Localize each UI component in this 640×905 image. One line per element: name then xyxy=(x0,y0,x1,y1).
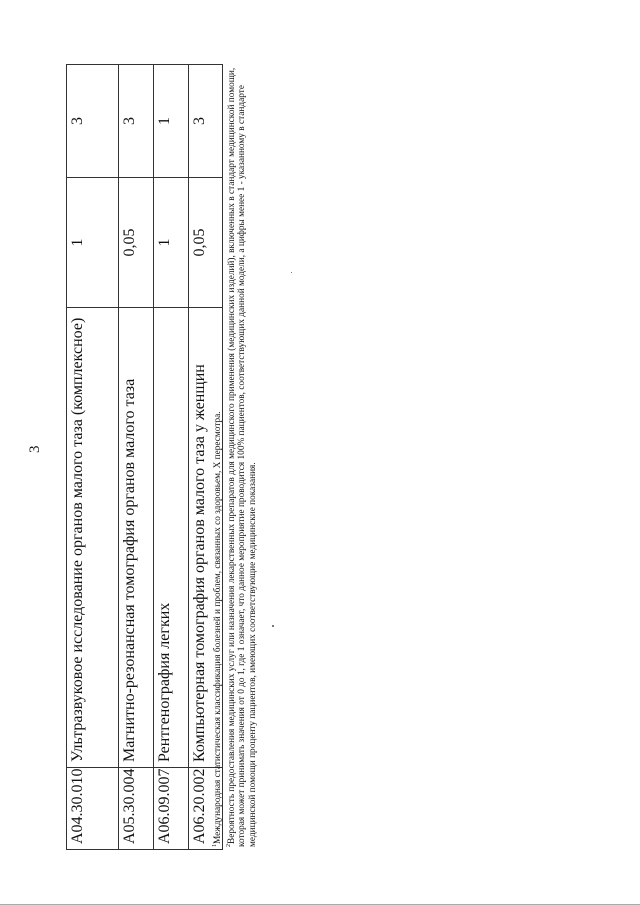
footnote-2-text: Вероятность предоставления медицинских услуг или назначения лекарственных препаратов для медицинского применения (медицинских изделий), включенных в стандарт медицинской помощи, которая может принимать значения от 0 до 1, где 1 означает, что данное мероприятие проводится 100% пациентов, соответствующих данной модели, а цифры менее 1 - указанному в стандарте медицинской помощи проценту пациентов, имеющих соответствующие медицинские показания. xyxy=(226,67,258,847)
footnote-1-mark: 1 xyxy=(212,844,218,847)
footnote-2 xyxy=(224,52,259,847)
service-name: Рентгенография легких xyxy=(154,308,189,768)
service-code: A05.30.004 xyxy=(119,768,154,850)
service-multiplicity: 3 xyxy=(189,65,223,178)
service-name: Ультразвуковое исследование органов малого таза (комплексное) xyxy=(67,308,119,768)
service-name: Магнитно-резонансная томография органов малого таза xyxy=(119,308,154,768)
service-code: A06.20.002 xyxy=(189,768,223,850)
service-multiplicity: 3 xyxy=(67,65,119,178)
table-row xyxy=(119,65,154,850)
service-name: Компьютерная томография органов малого таза у женщин xyxy=(189,308,223,768)
service-code: A06.09.007 xyxy=(154,768,189,850)
service-frequency: 0,05 xyxy=(189,178,223,308)
rotated-page xyxy=(0,50,640,900)
page-number: 3 xyxy=(27,445,43,453)
service-frequency: 1 xyxy=(154,178,189,308)
service-frequency: 1 xyxy=(67,178,119,308)
service-frequency: 0,05 xyxy=(119,178,154,308)
footnotes xyxy=(210,52,258,847)
table-row xyxy=(67,65,119,850)
service-multiplicity: 1 xyxy=(154,65,189,178)
service-code: A04.30.010 xyxy=(67,768,119,850)
service-multiplicity: 3 xyxy=(119,65,154,178)
footnote-1-text: Международная статистическая классификация болезней и проблем, связанных со здоровьем, X пересмотра. xyxy=(213,411,223,844)
footnote-1 xyxy=(210,52,224,847)
scan-speck xyxy=(291,272,292,273)
table-row xyxy=(154,65,189,850)
footnote-2-mark: 2 xyxy=(225,844,232,847)
services-table xyxy=(66,64,223,850)
scan-speck xyxy=(272,625,274,627)
